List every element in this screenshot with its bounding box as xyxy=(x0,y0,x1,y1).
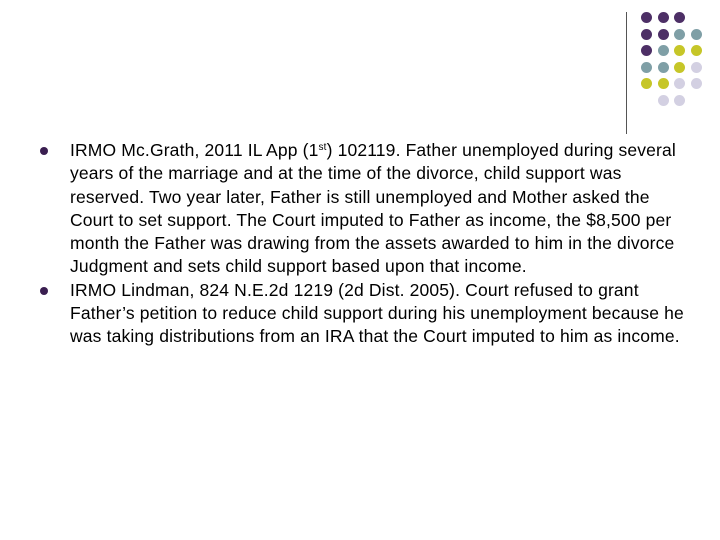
decorative-dot xyxy=(641,29,652,40)
decorative-dot xyxy=(674,62,685,73)
bullet-text-rest: ) 102119. Father unemployed during several years of the marriage and at the time of the divorce, child support was reserved. Two year later, Father is still unemployed and Mother asked the Court to set support. The Court imputed to Father as income, the $8,500 per month the Father was drawing from the assets awarded to him in the divorce Judgment and sets child support based upon that income. xyxy=(70,140,676,277)
decorative-dot xyxy=(691,29,702,40)
decorative-dot xyxy=(674,95,685,106)
decorative-dot xyxy=(658,45,669,56)
bullet-item-mcgrath xyxy=(40,139,690,279)
decorative-dot-grid xyxy=(0,0,720,140)
decorative-dot xyxy=(674,45,685,56)
decorative-dot xyxy=(674,78,685,89)
decorative-dot xyxy=(641,78,652,89)
bullet-item-lindman xyxy=(40,279,690,349)
decorative-dot xyxy=(658,95,669,106)
decorative-dot xyxy=(658,62,669,73)
bullet-list xyxy=(40,139,690,349)
bullet-text: IRMO Lindman, 824 N.E.2d 1219 (2d Dist. 2005). Court refused to grant Father’s petition to reduce child support during his unemployment because he was taking distributions from an IRA that the Court imputed to him as income. xyxy=(70,279,684,347)
decorative-dot xyxy=(641,62,652,73)
bullet-text-prefix: IRMO Mc.Grath, 2011 IL App (1 xyxy=(70,140,319,160)
decorative-dot xyxy=(658,29,669,40)
decorative-dot xyxy=(674,12,685,23)
decorative-dot xyxy=(641,45,652,56)
decorative-dot xyxy=(674,29,685,40)
bullet-dot-icon xyxy=(40,287,48,295)
decorative-dot xyxy=(658,78,669,89)
decorative-dot xyxy=(691,78,702,89)
decorative-dot xyxy=(658,12,669,23)
decorative-dot xyxy=(691,62,702,73)
bullet-dot-icon xyxy=(40,147,48,155)
decorative-dot xyxy=(691,45,702,56)
ordinal-superscript: st xyxy=(318,142,327,153)
decorative-dot xyxy=(641,12,652,23)
